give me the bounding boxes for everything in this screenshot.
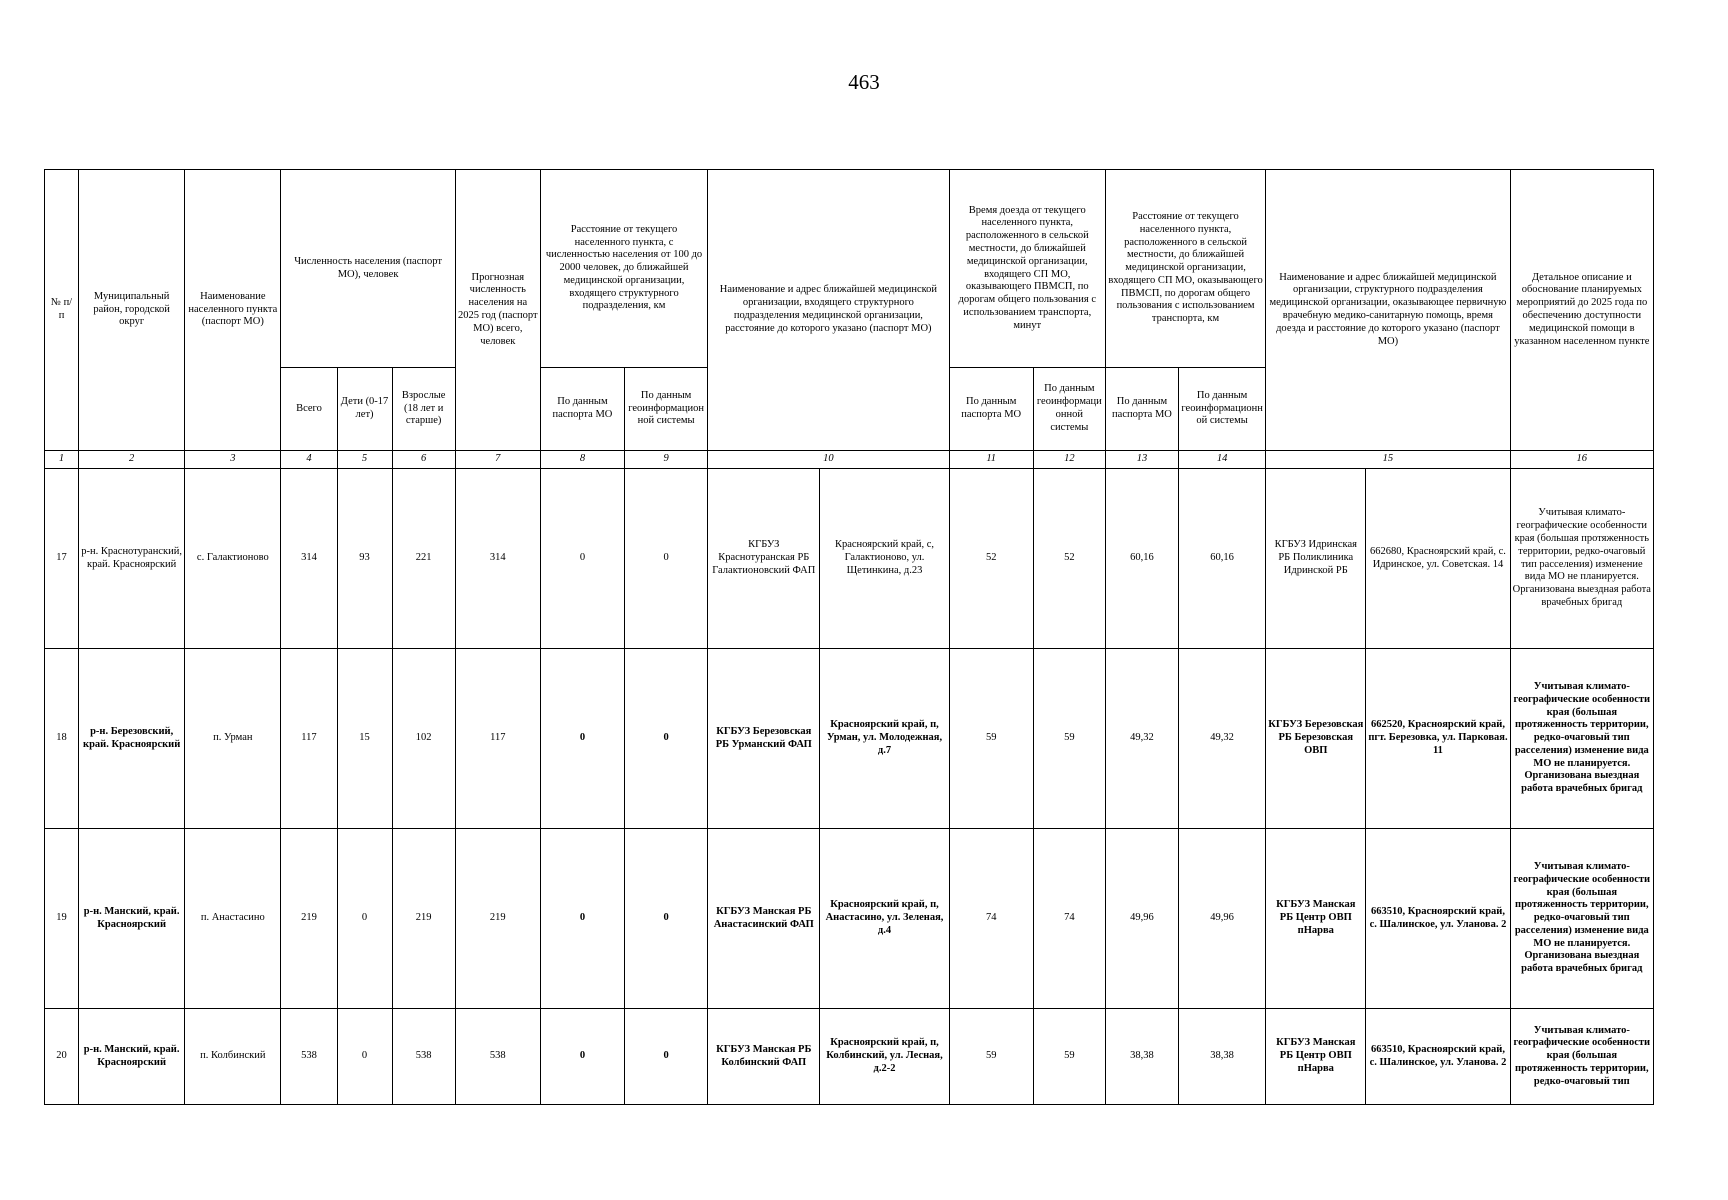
cell-distance-passport: 0: [540, 1009, 624, 1105]
cell-children: 15: [337, 649, 392, 829]
column-number: 10: [708, 451, 949, 469]
cell-forecast: 538: [455, 1009, 540, 1105]
cell-forecast: 314: [455, 469, 540, 649]
cell-pv-name: КГБУЗ Идринская РБ Поликлиника Идринской РБ: [1266, 469, 1366, 649]
cell-description: Учитывая климато-географические особенности края (большая протяженность территории, редко-очаговый тип расселения) изменение вида МО не планируется. Организована выездная работа врачебных бригад: [1510, 829, 1653, 1009]
table-row: [45, 1009, 1654, 1105]
cell-distance-passport: 0: [540, 829, 624, 1009]
cell-number: 19: [45, 829, 79, 1009]
header-number: № п/ п: [45, 170, 79, 451]
column-number: 4: [281, 451, 337, 469]
table-row: [45, 829, 1654, 1009]
header-travel-km-group: Расстояние от текущего населенного пункта, расположенного в сельской местности, до ближайшей медицинской организации, входящего СП МО, оказывающего ПВМСП, по дорогам общего пользования с использованием транспорта, км: [1105, 170, 1265, 368]
cell-pv-name: КГБУЗ Манская РБ Центр ОВП пНарва: [1266, 1009, 1366, 1105]
cell-time-gis: 59: [1033, 1009, 1105, 1105]
column-number: 5: [337, 451, 392, 469]
cell-time-passport: 74: [949, 829, 1033, 1009]
header-district: Муниципальный район, городской округ: [79, 170, 185, 451]
header-time-gis: По данным геоинформационной системы: [1033, 368, 1105, 451]
cell-total: 219: [281, 829, 337, 1009]
cell-org-name: КГБУЗ Краснотуранская РБ Галактионовский ФАП: [708, 469, 820, 649]
header-population-group: Численность населения (паспорт МО), человек: [281, 170, 455, 368]
page-number: 463: [848, 70, 880, 94]
cell-km-passport: 38,38: [1105, 1009, 1178, 1105]
header-distance-gis: По данным геоинформационной системы: [625, 368, 708, 451]
cell-pv-address: 662680, Красноярский край, с. Идринское, ул. Советская. 14: [1366, 469, 1510, 649]
cell-children: 0: [337, 1009, 392, 1105]
cell-pv-address: 663510, Красноярский край, с. Шалинское, ул. Уланова. 2: [1366, 829, 1510, 1009]
cell-children: 93: [337, 469, 392, 649]
column-number: 6: [392, 451, 455, 469]
header-nearest-org: Наименование и адрес ближайшей медицинской организации, входящего структурного подразделения медицинской организации, расстояние до которого указано (паспорт МО): [708, 170, 949, 451]
column-number: 1: [45, 451, 79, 469]
cell-pv-name: КГБУЗ Березовская РБ Березовская ОВП: [1266, 649, 1366, 829]
column-number: 14: [1179, 451, 1266, 469]
medical-access-table: [44, 169, 1654, 1105]
cell-description: Учитывая климато-географические особенности края (большая протяженность территории, редко-очаговый тип: [1510, 1009, 1653, 1105]
cell-pv-name: КГБУЗ Манская РБ Центр ОВП пНарва: [1266, 829, 1366, 1009]
column-number: 16: [1510, 451, 1653, 469]
cell-km-gis: 38,38: [1179, 1009, 1266, 1105]
cell-settlement: п. Анастасино: [185, 829, 281, 1009]
header-km-gis: По данным геоинформационной системы: [1179, 368, 1266, 451]
cell-time-passport: 52: [949, 469, 1033, 649]
column-numbers-row: [45, 451, 1654, 469]
cell-org-address: Красноярский край, п, Урман, ул. Молодежная, д.7: [820, 649, 949, 829]
header-primary-care-org: Наименование и адрес ближайшей медицинской организации, структурного подразделения медицинской организации, оказывающее первичную врачебную медико-санитарную помощь, время доезда и расстояние до которого указано (паспорт МО): [1266, 170, 1510, 451]
cell-district: р-н. Краснотуранский, край. Красноярский: [79, 469, 185, 649]
cell-org-address: Красноярский край, с, Галактионово, ул. Щетинкина, д.23: [820, 469, 949, 649]
header-children: Дети (0-17 лет): [337, 368, 392, 451]
table-row: [45, 649, 1654, 829]
cell-time-gis: 59: [1033, 649, 1105, 829]
cell-pv-address: 663510, Красноярский край, с. Шалинское, ул. Уланова. 2: [1366, 1009, 1510, 1105]
cell-distance-passport: 0: [540, 649, 624, 829]
cell-time-passport: 59: [949, 1009, 1033, 1105]
cell-number: 20: [45, 1009, 79, 1105]
cell-adults: 102: [392, 649, 455, 829]
cell-time-gis: 52: [1033, 469, 1105, 649]
header-adults: Взрослые (18 лет и старше): [392, 368, 455, 451]
cell-description: Учитывая климато-географические особенности края (большая протяженность территории, редко-очаговый тип расселения) изменение вида МО не планируется. Организована выездная работа врачебных бригад: [1510, 649, 1653, 829]
cell-pv-address: 662520, Красноярский край, пгт. Березовка, ул. Парковая. 11: [1366, 649, 1510, 829]
cell-number: 17: [45, 469, 79, 649]
cell-forecast: 219: [455, 829, 540, 1009]
cell-settlement: с. Галактионово: [185, 469, 281, 649]
cell-district: р-н. Манский, край. Красноярский: [79, 1009, 185, 1105]
cell-settlement: п. Урман: [185, 649, 281, 829]
cell-org-name: КГБУЗ Березовская РБ Урманский ФАП: [708, 649, 820, 829]
cell-number: 18: [45, 649, 79, 829]
cell-district: р-н. Манский, край. Красноярский: [79, 829, 185, 1009]
header-forecast: Прогнозная численность населения на 2025 год (паспорт МО) всего, человек: [455, 170, 540, 451]
cell-adults: 219: [392, 829, 455, 1009]
header-distance-passport: По данным паспорта МО: [540, 368, 624, 451]
header-travel-time-group: Время доезда от текущего населенного пункта, расположенного в сельской местности, до ближайшей медицинской организации, входящего СП МО, оказывающего ПВМСП, по дорогам общего пользования с использованием транспорта, минут: [949, 170, 1105, 368]
cell-adults: 538: [392, 1009, 455, 1105]
cell-children: 0: [337, 829, 392, 1009]
cell-description: Учитывая климато-географические особенности края (большая протяженность территории, редко-очаговый тип расселения) изменение вида МО не планируется. Организована выездная работа врачебных бригад: [1510, 469, 1653, 649]
column-number: 11: [949, 451, 1033, 469]
cell-time-gis: 74: [1033, 829, 1105, 1009]
table-row: [45, 469, 1654, 649]
column-number: 2: [79, 451, 185, 469]
cell-forecast: 117: [455, 649, 540, 829]
header-total: Всего: [281, 368, 337, 451]
cell-total: 117: [281, 649, 337, 829]
header-settlement: Наименование населенного пункта (паспорт МО): [185, 170, 281, 451]
column-number: 3: [185, 451, 281, 469]
cell-distance-gis: 0: [625, 649, 708, 829]
cell-km-passport: 49,96: [1105, 829, 1178, 1009]
column-number: 9: [625, 451, 708, 469]
column-number: 7: [455, 451, 540, 469]
header-description: Детальное описание и обоснование планируемых мероприятий до 2025 года по обеспечению доступности медицинской помощи в указанном населенном пункте: [1510, 170, 1653, 451]
header-time-passport: По данным паспорта МО: [949, 368, 1033, 451]
header-km-passport: По данным паспорта МО: [1105, 368, 1178, 451]
cell-org-address: Красноярский край, п, Колбинский, ул. Лесная, д.2-2: [820, 1009, 949, 1105]
cell-total: 538: [281, 1009, 337, 1105]
cell-km-passport: 60,16: [1105, 469, 1178, 649]
cell-district: р-н. Березовский, край. Красноярский: [79, 649, 185, 829]
cell-distance-gis: 0: [625, 829, 708, 1009]
header-distance-group: Расстояние от текущего населенного пункта, с численностью населения от 100 до 2000 человек, до ближайшей медицинской организации, входящего структурного подразделения, км: [540, 170, 707, 368]
cell-distance-gis: 0: [625, 1009, 708, 1105]
column-number: 13: [1105, 451, 1178, 469]
cell-adults: 221: [392, 469, 455, 649]
cell-distance-gis: 0: [625, 469, 708, 649]
cell-distance-passport: 0: [540, 469, 624, 649]
cell-km-passport: 49,32: [1105, 649, 1178, 829]
cell-org-name: КГБУЗ Манская РБ Анастасинский ФАП: [708, 829, 820, 1009]
cell-total: 314: [281, 469, 337, 649]
cell-time-passport: 59: [949, 649, 1033, 829]
column-number: 8: [540, 451, 624, 469]
cell-settlement: п. Колбинский: [185, 1009, 281, 1105]
cell-km-gis: 49,32: [1179, 649, 1266, 829]
column-number: 12: [1033, 451, 1105, 469]
cell-org-name: КГБУЗ Манская РБ Колбинский ФАП: [708, 1009, 820, 1105]
cell-org-address: Красноярский край, п, Анастасино, ул. Зеленая, д.4: [820, 829, 949, 1009]
cell-km-gis: 60,16: [1179, 469, 1266, 649]
cell-km-gis: 49,96: [1179, 829, 1266, 1009]
column-number: 15: [1266, 451, 1510, 469]
header-row-1: [45, 170, 1654, 368]
